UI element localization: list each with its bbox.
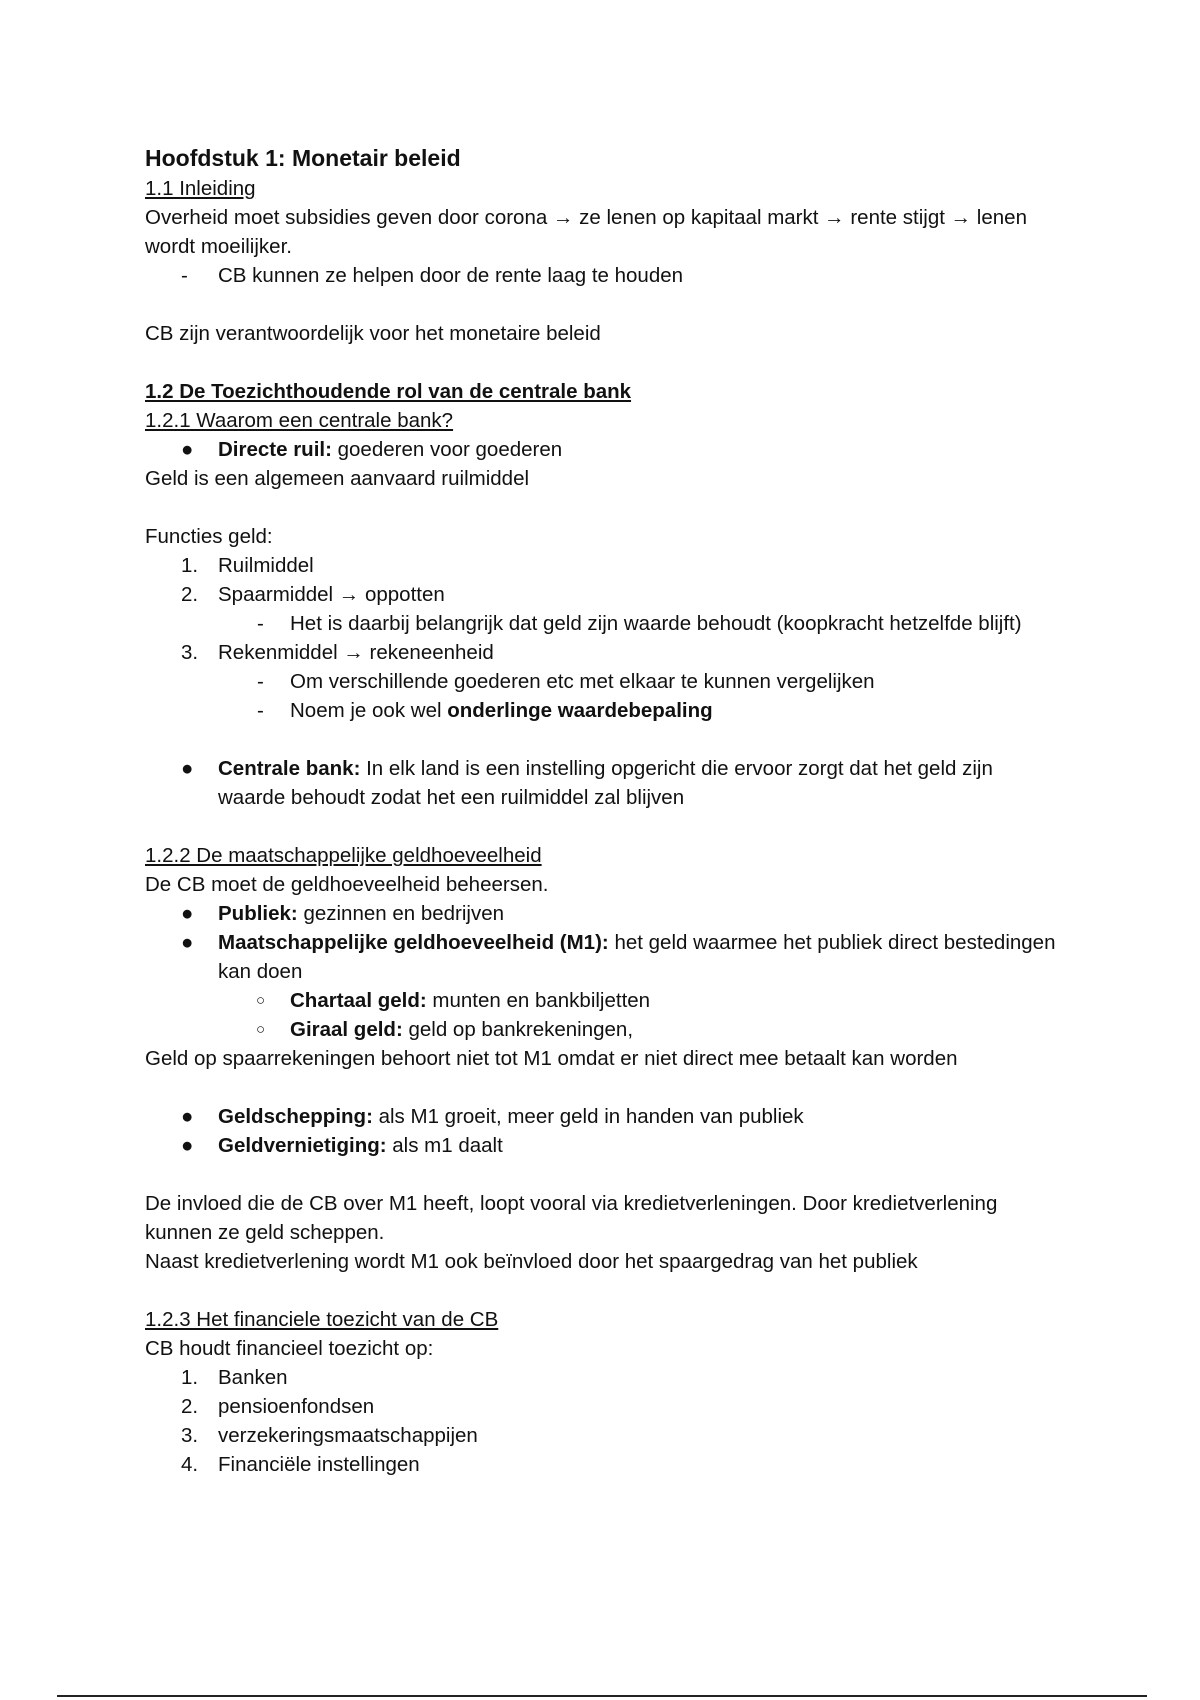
section-1-1-heading: 1.1 Inleiding bbox=[145, 177, 256, 200]
list-item: 3. verzekeringsmaatschappijen bbox=[145, 1421, 1065, 1450]
dash-marker: - bbox=[257, 699, 264, 722]
bullet-marker: ● bbox=[181, 438, 194, 461]
document-page bbox=[145, 142, 1065, 1479]
section-1-1-paragraph: Overheid moet subsidies geven door corona → ze lenen op kapitaal markt → rente stijgt → lenen wordt moeilijker. bbox=[145, 206, 1027, 258]
bullet-marker: ● bbox=[181, 931, 194, 954]
number-marker: 3. bbox=[181, 1424, 199, 1447]
list-item: - CB kunnen ze helpen door de rente laag te houden bbox=[145, 261, 1065, 290]
section-1-2-heading: 1.2 De Toezichthoudende rol van de centrale bank bbox=[145, 380, 632, 403]
list-item: 2. pensioenfondsen bbox=[145, 1392, 1065, 1421]
bullet-marker: ● bbox=[181, 1134, 194, 1157]
list-item: 1. Ruilmiddel bbox=[145, 551, 1065, 580]
list-item: - Om verschillende goederen etc met elkaar te kunnen vergelijken bbox=[145, 667, 1065, 696]
list-item: - Het is daarbij belangrijk dat geld zijn waarde behoudt (koopkracht hetzelfde blijft) bbox=[145, 609, 1065, 638]
list-item: ● Centrale bank: In elk land is een instelling opgericht die ervoor zorgt dat het geld zijn waarde behoudt zodat het een ruilmiddel zal blijven bbox=[145, 754, 1065, 812]
dash-marker: - bbox=[257, 612, 264, 635]
dash-marker: - bbox=[181, 264, 188, 287]
list-item: ● Maatschappelijke geldhoeveelheid (M1): het geld waarmee het publiek direct bestedingen kan doen bbox=[145, 928, 1065, 986]
list-item: 3. Rekenmiddel → rekeneenheid bbox=[145, 638, 1065, 667]
section-1-2-1-heading: 1.2.1 Waarom een centrale bank? bbox=[145, 409, 454, 432]
list-item: 1. Banken bbox=[145, 1363, 1065, 1392]
list-item: ○ Chartaal geld: munten en bankbiljetten bbox=[145, 986, 1065, 1015]
list-item: - Noem je ook wel onderlinge waardebepaling bbox=[145, 696, 1065, 725]
section-1-2-2-heading: 1.2.2 De maatschappelijke geldhoeveelheid bbox=[145, 844, 542, 867]
paragraph: Geld op spaarrekeningen behoort niet tot M1 omdat er niet direct mee betaalt kan worden bbox=[145, 1047, 958, 1070]
list-item: ○ Giraal geld: geld op bankrekeningen, bbox=[145, 1015, 1065, 1044]
circle-marker: ○ bbox=[256, 1021, 266, 1038]
section-1-1-paragraph-2: CB zijn verantwoordelijk voor het monetaire beleid bbox=[145, 322, 601, 345]
list-item: 4. Financiële instellingen bbox=[145, 1450, 1065, 1479]
dash-marker: - bbox=[257, 670, 264, 693]
circle-marker: ○ bbox=[256, 992, 266, 1009]
number-marker: 2. bbox=[181, 1395, 199, 1418]
list-item: ● Geldschepping: als M1 groeit, meer geld in handen van publiek bbox=[145, 1102, 1065, 1131]
chapter-title: Hoofdstuk 1: Monetair beleid bbox=[145, 145, 461, 171]
section-1-2-3-heading: 1.2.3 Het financiele toezicht van de CB bbox=[145, 1308, 499, 1331]
list-item: ● Publiek: gezinnen en bedrijven bbox=[145, 899, 1065, 928]
page-footer-divider bbox=[57, 1695, 1147, 1697]
list-item: ● Directe ruil: goederen voor goederen bbox=[145, 435, 1065, 464]
paragraph: De CB moet de geldhoeveelheid beheersen. bbox=[145, 873, 549, 896]
number-marker: 4. bbox=[181, 1453, 199, 1476]
bullet-marker: ● bbox=[181, 757, 194, 780]
paragraph: CB houdt financieel toezicht op: bbox=[145, 1337, 434, 1360]
paragraph: Functies geld: bbox=[145, 525, 273, 548]
paragraph: Geld is een algemeen aanvaard ruilmiddel bbox=[145, 467, 530, 490]
number-marker: 3. bbox=[181, 641, 199, 664]
paragraph: Naast kredietverlening wordt M1 ook beïnvloed door het spaargedrag van het publiek bbox=[145, 1250, 918, 1273]
list-item: ● Geldvernietiging: als m1 daalt bbox=[145, 1131, 1065, 1160]
paragraph: De invloed die de CB over M1 heeft, loopt vooral via kredietverleningen. Door kredietverlening kunnen ze geld scheppen. bbox=[145, 1192, 998, 1244]
list-item: 2. Spaarmiddel → oppotten bbox=[145, 580, 1065, 609]
number-marker: 1. bbox=[181, 1366, 199, 1389]
bullet-marker: ● bbox=[181, 902, 194, 925]
bullet-marker: ● bbox=[181, 1105, 194, 1128]
number-marker: 2. bbox=[181, 583, 199, 606]
number-marker: 1. bbox=[181, 554, 199, 577]
